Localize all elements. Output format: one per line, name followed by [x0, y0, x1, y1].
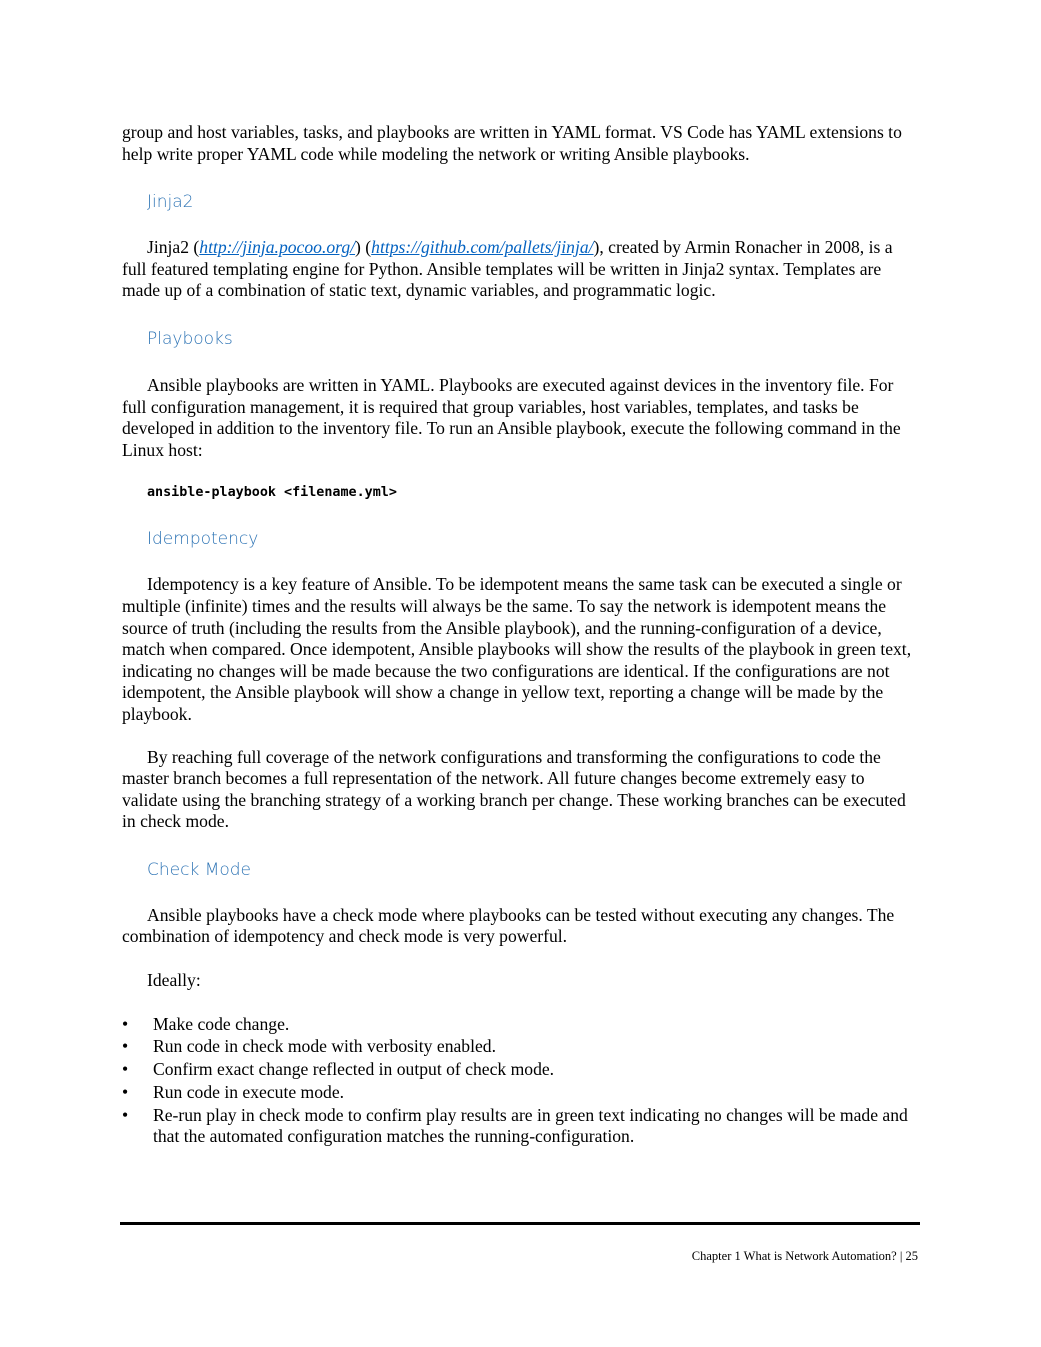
playbooks-paragraph: Ansible playbooks are written in YAML. Playbooks are executed against devices in the inventory file. For full configuration management, it is required that group variables, host variables, templates, and tasks be developed in addition to the inventory file. To run an Ansible playbook, execute the following command in the Linux host: — [122, 374, 901, 460]
list-item — [122, 1082, 920, 1104]
list-item — [122, 1059, 920, 1081]
check-mode-steps-list — [122, 1014, 920, 1148]
bullet-icon: • — [122, 1104, 129, 1125]
list-item — [122, 1014, 920, 1036]
jinja-pocoo-link[interactable]: http://jinja.pocoo.org/ — [199, 237, 356, 258]
heading-jinja2: Jinja2 — [147, 192, 194, 213]
idempotency-paragraph-1: Idempotency is a key feature of Ansible. To be idempotent means the same task can be executed a single or multiple (infinite) times and the results will always be the same. To say the network is idempotent means the source of truth (including the results from the Ansible playbook), and the running-configuration of a device, match when compared. Once idempotent, Ansible playbooks will show the results of the playbook in green text, indicating no changes will be made because the two configurations are identical. If the configurations are not idempotent, the Ansible playbook will show a change in yellow text, reporting a change will be made by the playbook. — [122, 574, 912, 724]
bullet-icon: • — [122, 1082, 129, 1102]
bullet-icon: • — [122, 1059, 129, 1080]
list-item-text: Confirm exact change reflected in output of check mode. — [153, 1059, 555, 1080]
footer-divider — [120, 1222, 920, 1225]
list-item-text: Run code in execute mode. — [153, 1082, 345, 1102]
jinja2-text-post: ), created by Armin Ronacher in 2008, is a full featured templating engine for Python. Ansible templates will be written in Jinja2 syntax. Templates are made up of a combination of static text, dynamic variables, and programmatic logic. — [122, 237, 893, 301]
list-item-text: Make code change. — [153, 1013, 290, 1034]
page-footer: Chapter 1 What is Network Automation? | 25 — [691, 1249, 918, 1263]
jinja2-text-mid: ) ( — [355, 237, 372, 258]
list-item-text: Re-run play in check mode to confirm play results are in green text indicating no changes will be made and that the automated configuration matches the running-configuration. — [153, 1104, 908, 1147]
jinja-github-link[interactable]: https://github.com/pallets/jinja/ — [371, 237, 594, 258]
idempotency-paragraph-2: By reaching full coverage of the network configurations and transforming the configurations to code the master branch becomes a full representation of the network. All future changes become extremely easy to validate using the branching strategy of a working branch per change. These working branches can be executed in check mode. — [122, 746, 906, 832]
page-content — [122, 122, 920, 1149]
bullet-icon: • — [122, 1013, 129, 1034]
jinja2-paragraph — [122, 237, 920, 302]
jinja2-text-pre: Jinja2 ( — [147, 237, 200, 258]
playbook-command: ansible-playbook <filename.yml> — [147, 485, 397, 501]
list-item — [122, 1036, 920, 1058]
list-item-text: Run code in check mode with verbosity enabled. — [153, 1036, 496, 1057]
bullet-icon: • — [122, 1036, 129, 1057]
intro-paragraph: group and host variables, tasks, and playbooks are written in YAML format. VS Code has YAML extensions to help write proper YAML code while modeling the network or writing Ansible playbooks. — [122, 122, 902, 164]
heading-playbooks: Playbooks — [147, 328, 233, 349]
ideally-label: Ideally: — [147, 970, 201, 991]
heading-check-mode: Check Mode — [147, 859, 252, 880]
heading-idempotency: Idempotency — [147, 529, 259, 550]
list-item — [122, 1105, 920, 1148]
check-mode-paragraph: Ansible playbooks have a check mode where playbooks can be tested without executing any changes. The combination of idempotency and check mode is very powerful. — [122, 904, 895, 947]
